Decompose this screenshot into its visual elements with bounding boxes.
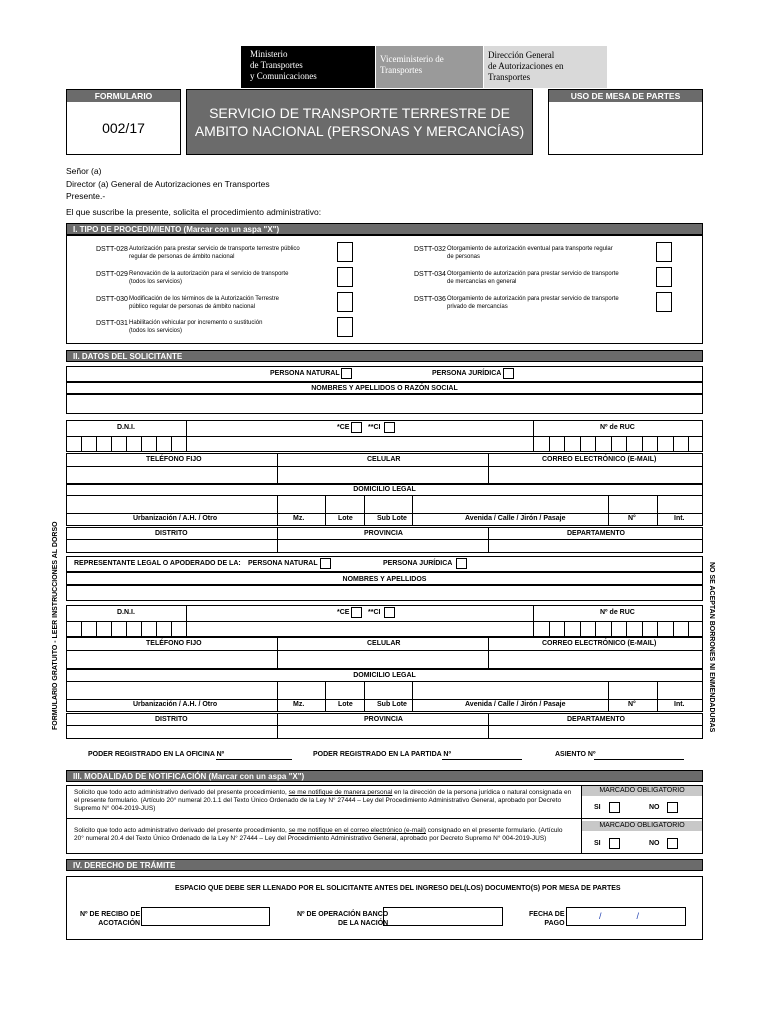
sol-ruc-digit-sep xyxy=(642,436,643,452)
sol-sublote-label: Sub Lote xyxy=(377,515,407,522)
rep-dni-digit-sep xyxy=(111,621,112,637)
nombres-razon-label: NOMBRES Y APELLIDOS O RAZÓN SOCIAL xyxy=(311,385,458,392)
fecha-label: FECHA DE PAGO xyxy=(529,911,565,927)
marcado-1-no-checkbox[interactable] xyxy=(667,802,678,813)
rep-contact-sep1 xyxy=(277,637,278,669)
direction-logo-text: Dirección General de Autorizaciones en Transportes xyxy=(488,50,564,82)
rep-avenida-label: Avenida / Calle / Jirón / Pasaje xyxy=(465,701,566,708)
sol-distrito-label: DISTRITO xyxy=(155,530,188,537)
procedure-code: DSTT-034 xyxy=(414,271,446,278)
sol-contact-divider xyxy=(66,466,703,467)
rep-correo-label: CORREO ELECTRÓNICO (E-MAIL) xyxy=(542,640,657,647)
sol-domicilio-sep xyxy=(325,495,326,526)
sol-provincia-label: PROVINCIA xyxy=(364,530,403,537)
fecha-input[interactable] xyxy=(566,907,686,926)
sol-correo-label: CORREO ELECTRÓNICO (E-MAIL) xyxy=(542,456,657,463)
persona-juridica-checkbox[interactable] xyxy=(503,368,514,379)
ministry-logo xyxy=(241,46,375,88)
rep-nombres-input[interactable] xyxy=(66,585,703,601)
procedure-description: Modificación de los términos de la Autorización Terrestre público regular de personas de ámbito nacional xyxy=(129,296,279,310)
presente: Presente.- xyxy=(66,191,106,201)
sol-domicilio-sep xyxy=(412,495,413,526)
sol-ce-label: *CE xyxy=(337,424,350,431)
intro-request: El que suscribe la presente, solicita el procedimiento administrativo: xyxy=(66,207,322,217)
procedure-code: DSTT-030 xyxy=(96,296,128,303)
left-side-note: FORMULARIO GRATUITO - LEER INSTRUCCIONES AL DORSO xyxy=(52,521,59,730)
viceministry-logo-text: Viceministerio de Transportes xyxy=(380,54,444,75)
notif-email-underline: se me notifique en el correo electrónico (e-mail) xyxy=(288,827,426,834)
recibo-input[interactable] xyxy=(141,907,270,926)
marcado-2-no: NO xyxy=(649,840,660,847)
rep-telefono-label: TELÉFONO FIJO xyxy=(146,640,202,647)
rep-domicilio-sep xyxy=(364,681,365,712)
rep-int-label: Int. xyxy=(674,701,685,708)
sol-avenida-label: Avenida / Calle / Jirón / Pasaje xyxy=(465,515,566,522)
sol-dni-digit-sep xyxy=(96,436,97,452)
rep-ruc-digit-sep xyxy=(564,621,565,637)
page-title-box xyxy=(186,89,533,155)
marcado-1-no: NO xyxy=(649,804,660,811)
sol-domicilio-sep xyxy=(608,495,609,526)
rep-dni-digit-sep xyxy=(171,621,172,637)
notif-personal-text-3: Supremo N° 004-2019-JUS) xyxy=(74,805,156,812)
rep-ruc-digit-sep xyxy=(549,621,550,637)
sol-dni-digit-sep xyxy=(141,436,142,452)
sol-ruc-digit-sep xyxy=(688,436,689,452)
procedure-description: Otorgamiento de autorización para prestar servicio de transporte privado de mercancías xyxy=(447,296,619,310)
rep-distrito-label: DISTRITO xyxy=(155,716,188,723)
notif-personal-underline: se me notifique de manera personal xyxy=(288,789,393,796)
sol-ci-label: **CI xyxy=(368,424,381,431)
sol-int-label: Int. xyxy=(674,515,685,522)
sol-ubicacion-sep1 xyxy=(277,527,278,553)
procedure-code: DSTT-036 xyxy=(414,296,446,303)
sol-contact-sep1 xyxy=(277,453,278,485)
sol-dni-digit-sep xyxy=(156,436,157,452)
procedure-code: DSTT-031 xyxy=(96,320,128,327)
rep-domicilio-label: DOMICILIO LEGAL xyxy=(353,672,416,679)
section-2-header: II. DATOS DEL SOLICITANTE xyxy=(66,350,703,362)
direction-logo xyxy=(484,46,607,88)
rep-ci-checkbox[interactable] xyxy=(384,607,395,618)
asiento-line[interactable] xyxy=(594,759,684,760)
rep-departamento-label: DEPARTAMENTO xyxy=(567,716,625,723)
procedure-checkbox[interactable] xyxy=(337,317,353,337)
mesa-partes-label: USO DE MESA DE PARTES xyxy=(549,90,702,102)
rep-natural-label: PERSONA NATURAL xyxy=(248,560,318,567)
sol-ruc-digit-sep xyxy=(611,436,612,452)
notification-divider xyxy=(66,818,703,819)
rep-sublote-label: Sub Lote xyxy=(377,701,407,708)
rep-ruc-digit-sep xyxy=(688,621,689,637)
rep-ruc-digit-sep xyxy=(673,621,674,637)
sol-dni-digit-sep xyxy=(111,436,112,452)
rep-ci-label: **CI xyxy=(368,609,381,616)
rep-juridica-label: PERSONA JURÍDICA xyxy=(383,560,453,567)
rep-ruc-sep xyxy=(533,605,534,637)
nombres-razon-input[interactable] xyxy=(66,394,703,414)
rep-ubicacion-sep1 xyxy=(277,713,278,739)
sol-dni-label: D.N.I. xyxy=(117,424,135,431)
sol-ruc-sep xyxy=(533,420,534,452)
sol-departamento-label: DEPARTAMENTO xyxy=(567,530,625,537)
procedure-description: Otorgamiento de autorización eventual para transporte regular de personas xyxy=(447,246,613,260)
rep-domicilio-sep xyxy=(325,681,326,712)
sol-ruc-digit-sep xyxy=(657,436,658,452)
sol-dni-digit-sep xyxy=(171,436,172,452)
rep-ruc-digit-sep xyxy=(657,621,658,637)
sol-domicilio-sep xyxy=(657,495,658,526)
sol-mz-label: Mz. xyxy=(293,515,305,522)
operacion-label: Nº DE OPERACIÓN BANCO DE LA NACIÓN xyxy=(297,911,389,927)
sol-ruc-label: Nº de RUC xyxy=(600,424,635,431)
addressee: Director (a) General de Autorizaciones en Transportes xyxy=(66,179,270,189)
rep-ce-label: *CE xyxy=(337,609,350,616)
sol-dni-digit-sep xyxy=(126,436,127,452)
sol-urb-label: Urbanización / A.H. / Otro xyxy=(133,515,218,522)
rep-domicilio-sep xyxy=(412,681,413,712)
procedure-description: Renovación de la autorización para el servicio de transporte (todos los servicios) xyxy=(129,271,289,285)
rep-dni-digit-sep xyxy=(141,621,142,637)
representante-label: REPRESENTANTE LEGAL O APODERADO DE LA: xyxy=(74,560,241,567)
rep-dni-label: D.N.I. xyxy=(117,609,135,616)
sol-ubicacion-sep2 xyxy=(488,527,489,553)
right-side-note: NO SE ACEPTAN BORRONES NI ENMENDADURAS xyxy=(708,562,715,733)
rep-ruc-digit-sep xyxy=(611,621,612,637)
notif-personal-b: en la dirección de la persona jurídica o natural consignada en xyxy=(392,789,572,796)
rep-provincia-label: PROVINCIA xyxy=(364,716,403,723)
page-title: SERVICIO DE TRANSPORTE TERRESTRE DE AMBITO NACIONAL (PERSONAS Y MERCANCÍAS) xyxy=(194,105,525,139)
persona-natural-label: PERSONA NATURAL xyxy=(270,370,340,377)
procedure-description: Otorgamiento de autorización para prestar servicio de transporte de mercancías en general xyxy=(447,271,619,285)
procedure-checkbox[interactable] xyxy=(337,242,353,262)
procedure-checkbox[interactable] xyxy=(337,267,353,287)
rep-ruc-digit-sep xyxy=(580,621,581,637)
mesa-partes-box xyxy=(548,89,703,155)
operacion-input[interactable] xyxy=(383,907,503,926)
espacio-note: ESPACIO QUE DEBE SER LLENADO POR EL SOLICITANTE ANTES DEL INGRESO DEL(LOS) DOCUMENTO(S) POR MESA DE PARTES xyxy=(175,885,621,892)
notif-personal-text xyxy=(74,789,571,797)
procedure-checkbox[interactable] xyxy=(656,267,672,287)
persona-juridica-label: PERSONA JURÍDICA xyxy=(432,370,502,377)
marcado-2-no-checkbox[interactable] xyxy=(667,838,678,849)
rep-domicilio-sep xyxy=(608,681,609,712)
sol-domicilio-label: DOMICILIO LEGAL xyxy=(353,486,416,493)
sol-lote-label: Lote xyxy=(338,515,353,522)
rep-urb-label: Urbanización / A.H. / Otro xyxy=(133,701,218,708)
formulario-number: 002/17 xyxy=(102,120,145,136)
rep-contact-sep2 xyxy=(488,637,489,669)
procedure-checkbox[interactable] xyxy=(656,242,672,262)
sol-ci-checkbox[interactable] xyxy=(384,422,395,433)
rep-ruc-digit-sep xyxy=(595,621,596,637)
persona-type-row xyxy=(66,366,703,382)
notif-personal-a: Solicito que todo acto administrativo derivado del presente procedimiento, xyxy=(74,789,289,796)
poder-oficina-line[interactable] xyxy=(216,759,292,760)
procedure-description: Habilitación vehicular por incremento o sustitución (todos los servicios) xyxy=(129,320,263,334)
section-4-header: IV. DERECHO DE TRÁMITE xyxy=(66,859,703,871)
rep-ruc-digit-sep xyxy=(626,621,627,637)
sol-domicilio-sep xyxy=(277,495,278,526)
rep-juridica-checkbox[interactable] xyxy=(456,558,467,569)
notif-email-b: consignado en el presente formulario. (Artículo xyxy=(425,827,563,834)
recibo-label: Nº DE RECIBO DE ACOTACIÓN xyxy=(80,911,141,927)
rep-ce-ci-input[interactable] xyxy=(187,621,533,637)
rep-dni-digit-sep xyxy=(96,621,97,637)
rep-ruc-label: Nº de RUC xyxy=(600,609,635,616)
sol-ubicacion-divider xyxy=(66,539,703,540)
salutation: Señor (a) xyxy=(66,166,102,176)
ministry-logo-text: Ministerio de Transportes y Comunicaciones xyxy=(250,49,317,81)
procedure-code: DSTT-029 xyxy=(96,271,128,278)
rep-ubicacion-divider xyxy=(66,725,703,726)
rep-celular-label: CELULAR xyxy=(367,640,401,647)
asiento-label: ASIENTO Nº xyxy=(555,751,596,758)
sol-ce-ci-input[interactable] xyxy=(187,436,533,452)
rep-ubicacion-sep2 xyxy=(488,713,489,739)
rep-lote-label: Lote xyxy=(338,701,353,708)
rep-dni-digit-sep xyxy=(156,621,157,637)
rep-nombres-label: NOMBRES Y APELLIDOS xyxy=(342,576,427,583)
procedure-checkbox[interactable] xyxy=(337,292,353,312)
rep-n-label: N° xyxy=(628,701,636,708)
procedure-description: Autorización para prestar servicio de transporte terrestre público regular de personas de ámbito nacional xyxy=(129,246,300,260)
sol-celular-label: CELULAR xyxy=(367,456,401,463)
marcado-2-header: MARCADO OBLIGATORIO xyxy=(582,821,702,831)
procedure-checkbox[interactable] xyxy=(656,292,672,312)
rep-domicilio-sep xyxy=(657,681,658,712)
rep-domicilio-sep xyxy=(277,681,278,712)
viceministry-logo xyxy=(376,46,483,88)
formulario-box xyxy=(66,89,181,155)
sol-ce-checkbox[interactable] xyxy=(351,422,362,433)
section-3-header: III. MODALIDAD DE NOTIFICACIÓN (Marcar con un aspa "X") xyxy=(66,770,703,782)
sol-ruc-digit-sep xyxy=(595,436,596,452)
notif-personal-text-2: el presente formulario. (Artículo 20° numeral 20.1.1 del Texto Único Ordenado de la Ley N° 27444 – Ley del Procedimiento Administrativo General, aprobado por Decreto xyxy=(74,797,562,804)
sol-ruc-digit-sep xyxy=(673,436,674,452)
rep-ruc-digit-sep xyxy=(642,621,643,637)
marcado-2-si-checkbox[interactable] xyxy=(609,838,620,849)
sol-ruc-digit-sep xyxy=(549,436,550,452)
procedure-code: DSTT-032 xyxy=(414,246,446,253)
notif-email-text-2: 20° numeral 20.4 del Texto Único Ordenado de la Ley N° 27444 – Ley del Procedimiento Administrativo General, aprobado por Decreto Supremo N° 004-2019-JUS) xyxy=(74,835,547,842)
rep-natural-checkbox[interactable] xyxy=(320,558,331,569)
marcado-1-header: MARCADO OBLIGATORIO xyxy=(582,786,702,796)
sol-ruc-digit-sep xyxy=(580,436,581,452)
rep-mz-label: Mz. xyxy=(293,701,305,708)
rep-dni-digit-sep xyxy=(81,621,82,637)
marcado-1-si: SI xyxy=(594,804,601,811)
notif-email-a: Solicito que todo acto administrativo derivado del presente procedimiento, xyxy=(74,827,289,834)
poder-partida-line[interactable] xyxy=(442,759,522,760)
persona-natural-checkbox[interactable] xyxy=(341,368,352,379)
formulario-label: FORMULARIO xyxy=(67,90,180,102)
sol-contact-sep2 xyxy=(488,453,489,485)
sol-telefono-label: TELÉFONO FIJO xyxy=(146,456,202,463)
marcado-2-si: SI xyxy=(594,840,601,847)
poder-oficina-label: PODER REGISTRADO EN LA OFICINA Nº xyxy=(88,751,225,758)
fecha-slashes: / / xyxy=(599,911,640,921)
sol-dni-digit-sep xyxy=(81,436,82,452)
notif-email-text xyxy=(74,827,563,834)
procedure-code: DSTT-028 xyxy=(96,246,128,253)
marcado-1-si-checkbox[interactable] xyxy=(609,802,620,813)
section-1-header: I. TIPO DE PROCEDIMIENTO (Marcar con un aspa "X") xyxy=(66,223,703,235)
rep-contact-divider xyxy=(66,650,703,651)
sol-ruc-digit-sep xyxy=(626,436,627,452)
sol-domicilio-sep xyxy=(364,495,365,526)
poder-partida-label: PODER REGISTRADO EN LA PARTIDA Nº xyxy=(313,751,452,758)
rep-dni-digit-sep xyxy=(126,621,127,637)
sol-ruc-digit-sep xyxy=(564,436,565,452)
sol-n-label: N° xyxy=(628,515,636,522)
rep-ce-checkbox[interactable] xyxy=(351,607,362,618)
